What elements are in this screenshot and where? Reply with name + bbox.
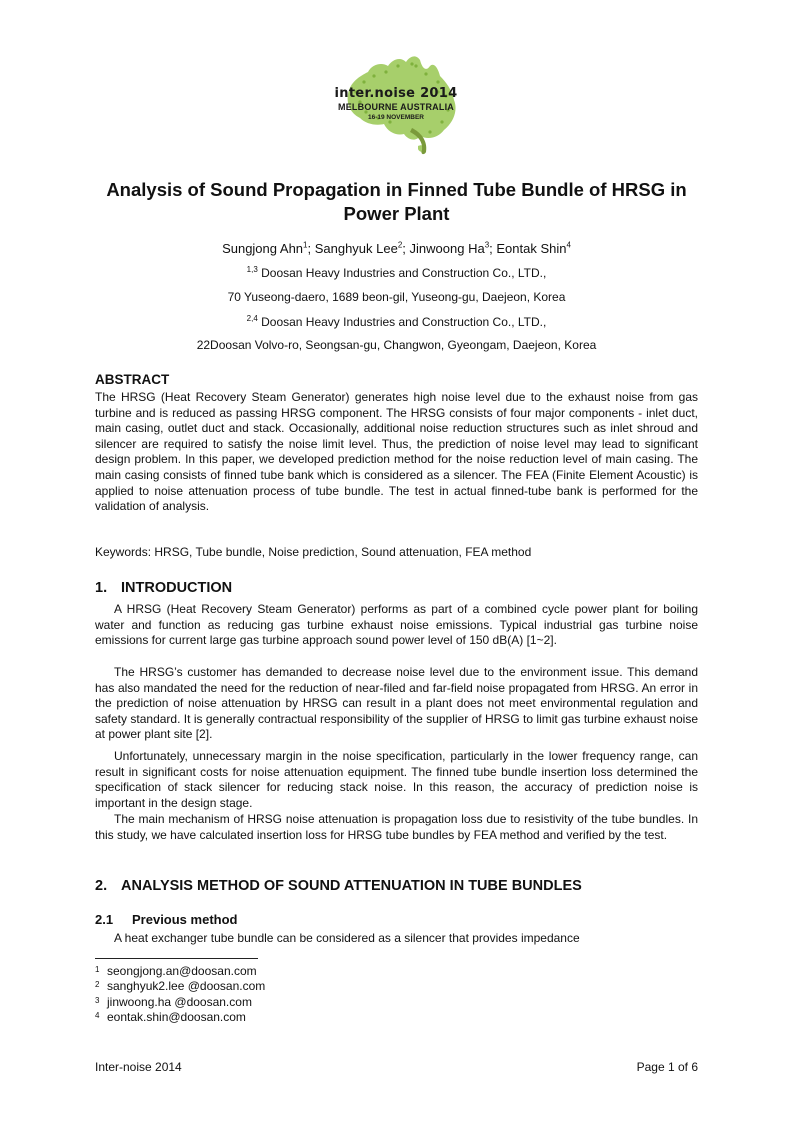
affiliation-2-org: $^{2,4}$ Doosan Heavy Industries and Construction Co., LTD.,	[246, 314, 547, 329]
footer-page-number: Page 1 of 6	[636, 1060, 698, 1074]
affiliation-1-address: 70 Yuseong-daero, 1689 beon-gil, Yuseong-gu, Daejeon, Korea	[227, 290, 566, 304]
footnote-email[interactable]: jinwoong.ha @doosan.com	[107, 994, 252, 1009]
section-2-heading: 2. ANALYSIS METHOD OF SOUND ATTENUATION IN TUBE BUNDLES	[95, 878, 582, 894]
section-1-heading: 1. INTRODUCTION	[95, 580, 233, 596]
intro-paragraph-3: Unfortunately, unnecessary margin in the noise specification, particularly in the lower frequency range, can result in significant costs for noise attenuation equipment. The finned tube bundle insertion loss determined the specification of stack silencer for reducing stack noise. In this reason, the accuracy of prediction noise is important in the design stage.	[95, 749, 698, 810]
decorative-dot	[414, 64, 417, 67]
decorative-dot	[436, 80, 439, 83]
decorative-dot	[384, 70, 387, 73]
footnotes	[95, 964, 265, 1026]
title-line-1: Analysis of Sound Propagation in Finned Tube Bundle of HRSG in	[106, 179, 687, 200]
logo-location: MELBOURNE AUSTRALIA	[338, 102, 454, 112]
footnote-email[interactable]: sanghyuk2.lee @doosan.com	[107, 979, 266, 994]
decorative-dot	[362, 80, 365, 83]
decorative-dot	[372, 74, 375, 77]
decorative-dot	[410, 62, 413, 65]
decorative-dot	[396, 64, 399, 67]
footnote-email[interactable]: seongjong.an@doosan.com	[107, 964, 257, 978]
logo-dates: 16-19 NOVEMBER	[368, 114, 424, 121]
footnote-4: $^4$ eontak.shin@doosan.com	[95, 1010, 246, 1025]
logo-title: inter.noise 2014	[334, 86, 458, 101]
abstract-text: The HRSG (Heat Recovery Steam Generator) generates high noise level due to the exhaust noise from gas turbine and is reduced as passing HRSG component. The HRSG consists of four major components - inlet duct, main casing, outlet duct and stack. Occasionally, additional noise reduction structures such as inlet shroud and silencer are required to satisfy the noise limit level. Thus, the prediction of noise level may lead to significant design problem. In this paper, we developed prediction method for the noise reduction level of main casing. The main casing consists of finned tube bank which is considered as a silencer. The FEA (Finite Element Acoustic) is applied to noise attenuation process of tube bundle. The test in actual finned-tube bank is performed for the validation of analysis.	[95, 390, 698, 514]
abstract-heading: ABSTRACT	[95, 372, 170, 387]
author-3: Jinwoong Ha$^3$;	[409, 241, 497, 257]
subsection-2-1-text: A heat exchanger tube bundle can be considered as a silencer that provides impedance	[114, 931, 580, 945]
author-2: Sanghyuk Lee$^2$;	[314, 241, 410, 257]
intro-paragraph-2: The HRSG’s customer has demanded to decrease noise level due to the environment issue. This demand has also mandated the need for the reduction of near-filed and far-field noise propagated from HRSG. An error in the prediction of noise attenuation by HRSG can result in a plant does not meet environmental regulation and safety standard. It is generally contractual responsibility of the supplier of HRSG to limit gas turbine exhaust noise at power plant site [2].	[95, 665, 698, 742]
keywords: Keywords: HRSG, Tube bundle, Noise prediction, Sound attenuation, FEA method	[95, 545, 532, 559]
author-4: Eontak Shin$^4$	[496, 241, 571, 257]
subsection-2-1-heading: 2.1 Previous method	[95, 912, 238, 927]
footnote-email[interactable]: eontak.shin@doosan.com	[107, 1010, 246, 1025]
conference-logo	[326, 52, 466, 164]
footnote-1: $^1$ seongjong.an@doosan.com	[95, 964, 257, 978]
paper-title	[80, 178, 713, 226]
author-list	[80, 241, 713, 256]
decorative-dot	[428, 130, 431, 133]
footnote-2: $^2$ sanghyuk2.lee @doosan.com	[95, 979, 266, 994]
footnote-3: $^3$ jinwoong.ha @doosan.com	[95, 994, 252, 1009]
affiliation-2-address: 22Doosan Volvo-ro, Seongsan-gu, Changwon, Gyeongam, Daejeon, Korea	[196, 338, 597, 352]
intro-paragraph-1: A HRSG (Heat Recovery Steam Generator) performs as part of a combined cycle power plant for boiling water and function as reducing gas turbine exhaust noise emissions. Typical industrial gas turbine noise emissions for current large gas turbine approach sound power level of 150 dB(A) [1~2].	[95, 602, 698, 648]
decorative-dot	[424, 72, 427, 75]
title-line-2: Power Plant	[343, 203, 450, 224]
intro-paragraph-4: The main mechanism of HRSG noise attenuation is propagation loss due to resistivity of the tube bundles. In this study, we have calculated insertion loss for HRSG tube bundles by FEA method and verified by the test.	[95, 812, 698, 842]
affiliation-1-org: $^{1,3}$ Doosan Heavy Industries and Construction Co., LTD.,	[246, 265, 547, 280]
author-1: Sungjong Ahn$^1$;	[222, 241, 315, 257]
footnote-divider	[95, 958, 258, 959]
footer-conference: Inter-noise 2014	[95, 1060, 182, 1074]
